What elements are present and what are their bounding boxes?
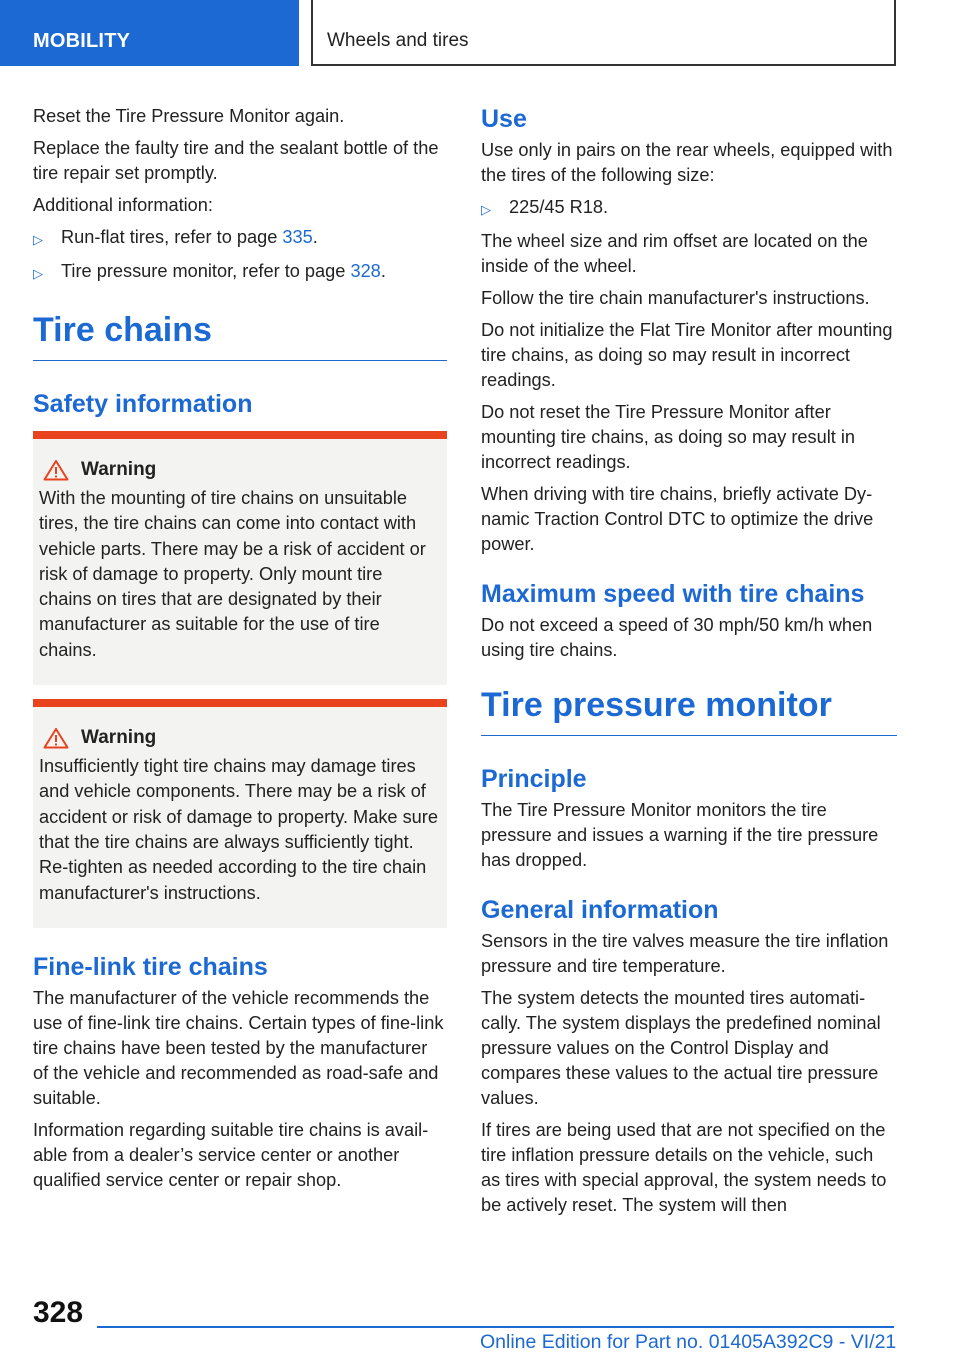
footer-divider: [97, 1326, 894, 1328]
heading-general-information: General information: [481, 896, 719, 924]
heading-tire-pressure-monitor: Tire pressure monitor: [481, 685, 897, 736]
triangle-bullet-icon: ▷: [33, 232, 43, 247]
list-item-text: Tire pressure monitor, refer to page 328.: [61, 261, 386, 281]
paragraph: The system detects the mounted tires automatically. The system displays the predefined nominal pressure values on the Control Display and compares these values to the actual tire pressure values.: [481, 988, 881, 1108]
paragraph: Sensors in the tire valves measure the tire inflation pressure and tire temperature.: [481, 931, 889, 976]
warning-text: With the mounting of tire chains on unsuitable tires, the tire chains can come into contact with vehicle parts. There may be a risk of accident or risk of damage to property. Only mount tire chains on tires that are designated by their manufacturer as suitable for the use of tire chains.: [39, 488, 426, 660]
warning-text: Insufficiently tight tire chains may damage tires and vehicle components. There may be a risk of accident or risk of damage to property. Make sure that the tire chains are always sufficiently tight. Re-tighten as needed according to the tire chain manufacturer's instructions.: [39, 756, 438, 903]
warning-box: [33, 431, 447, 685]
paragraph: Additional information:: [33, 195, 213, 215]
warning-triangle-icon: [43, 727, 69, 749]
warning-box: [33, 699, 447, 928]
list-item: [481, 195, 897, 222]
paragraph: Follow the tire chain manufacturer's instructions.: [481, 288, 870, 308]
list-item-text: 225/45 R18.: [509, 197, 609, 217]
warning-triangle-icon: [43, 459, 69, 481]
paragraph: If tires are being used that are not specified on the tire inflation pressure details on the vehicle, such as tires with special approval, the system needs to be actively reset. The system will then: [481, 1120, 887, 1215]
heading-fine-link-tire-chains: Fine-link tire chains: [33, 952, 268, 981]
paragraph: Do not reset the Tire Pressure Monitor after mounting tire chains, as doing so may result in incorrect readings.: [481, 402, 856, 472]
list-item: [33, 225, 447, 252]
paragraph: The wheel size and rim offset are located on the inside of the wheel.: [481, 231, 868, 276]
paragraph: Replace the faulty tire and the sealant bottle of the tire repair set promptly.: [33, 138, 439, 183]
paragraph: The manufacturer of the vehicle recommends the use of fine-link tire chains. Certain types of fine-link tire chains have been tested by the manufacturer of the vehicle and recommended as road-safe and suitable.: [33, 987, 444, 1108]
warning-title: Warning: [39, 457, 439, 482]
list-item-text: Run-flat tires, refer to page 335.: [61, 227, 318, 247]
heading-safety-information: Safety information: [33, 390, 253, 418]
paragraph: Reset the Tire Pressure Monitor again.: [33, 106, 345, 126]
heading-principle: Principle: [481, 765, 587, 793]
heading-use: Use: [481, 105, 527, 133]
section-tab: MOBILITY: [0, 0, 299, 66]
heading-maximum-speed: Maximum speed with tire chains: [481, 580, 865, 608]
chapter-title: Wheels and tires: [311, 0, 896, 66]
paragraph: When driving with tire chains, briefly activate Dynamic Traction Control DTC to optimize the drive power.: [481, 484, 874, 554]
triangle-bullet-icon: ▷: [481, 202, 491, 217]
page-number: 328: [33, 1296, 84, 1329]
page-link[interactable]: 335: [282, 227, 313, 247]
paragraph: Information regarding suitable tire chains is available from a dealer’s service center or another qualified service center or repair shop.: [33, 1119, 429, 1190]
paragraph: Do not initialize the Flat Tire Monitor after mounting tire chains, as doing so may result in incorrect readings.: [481, 320, 893, 390]
paragraph: The Tire Pressure Monitor monitors the tire pressure and issues a warning if the tire pressure has dropped.: [481, 800, 879, 870]
left-column: [33, 104, 447, 1200]
paragraph: Use only in pairs on the rear wheels, equipped with the tires of the following size:: [481, 140, 893, 185]
paragraph: Do not exceed a speed of 30 mph/50 km/h when using tire chains.: [481, 615, 873, 660]
heading-tire-chains: Tire chains: [33, 310, 447, 361]
right-column: [481, 104, 897, 1225]
page-link[interactable]: 328: [350, 261, 381, 281]
list-item: [33, 259, 447, 286]
warning-title: Warning: [39, 725, 439, 750]
triangle-bullet-icon: ▷: [33, 266, 43, 281]
edition-info: Online Edition for Part no. 01405A392C9 - VI/21: [480, 1331, 897, 1353]
